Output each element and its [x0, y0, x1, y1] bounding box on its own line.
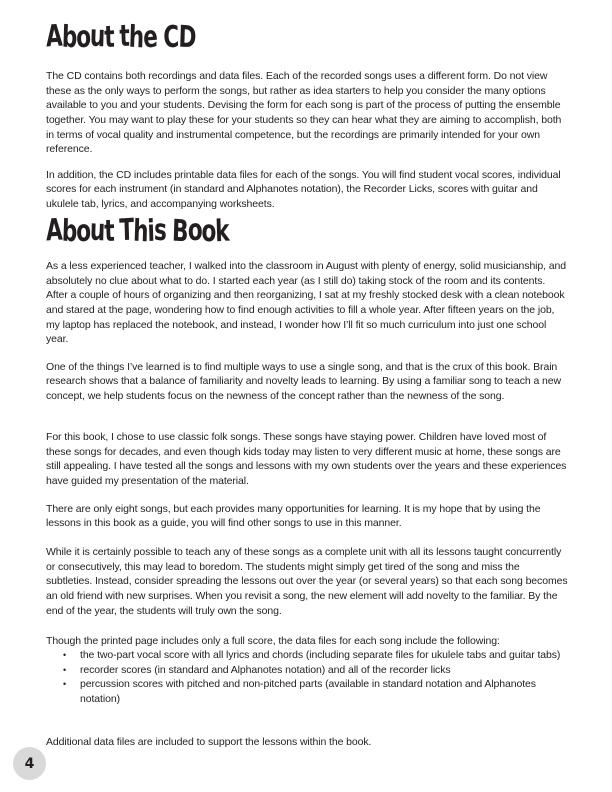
bullet-list	[46, 648, 568, 707]
page-number-badge	[13, 747, 46, 780]
bullet-item	[46, 648, 568, 663]
paragraph-book-5: While it is certainly possible to teach any of these songs as a complete unit with all its lessons taught concurrently or consecutively, this may lead to boredom. The students might simply get tired of the song and miss the subtleties. Instead, consider spreading the lessons out over the year (or several years) so that each song becomes an old friend with new surprises. When you revisit a song, the new element will add novelty to the familiar. By the end of the year, the students will truly own the song.	[46, 546, 568, 617]
paragraph-book-3: For this book, I chose to use classic folk songs. These songs have staying power. Children have loved most of these songs for decades, and even though kids today may listen to very different music at home, these songs are still appealing. I have tested all the songs and lessons with my own students over the years and these experiences have guided my presentation of the material.	[46, 431, 567, 487]
section-heading-about-the-cd: About the CD	[45, 18, 196, 56]
paragraph-cd-1: The CD contains both recordings and data files. Each of the recorded songs uses a different form. Do not view these as the only ways to perform the songs, but rather as idea starters to help you consider the many options available to you and your students. Devising the form for each song is part of the process of putting the ensemble together. You may want to play these for your students so they can hear what they are aiming to accomplish, both in terms of vocal quality and instrumental competence, but the recordings are primarily intended for your own reference.	[46, 70, 562, 156]
bullet-text: percussion scores with pitched and non-pitched parts (available in standard notation and Alphanotes notation)	[80, 678, 536, 706]
section-heading-about-this-book: About This Book	[45, 212, 230, 250]
bullet-icon: •	[63, 679, 67, 690]
paragraph-book-4: There are only eight songs, but each provides many opportunities for learning. It is my hope that by using the lessons in this book as a guide, you will find other songs to use in this manner.	[46, 502, 541, 530]
paragraph-book-2: One of the things I’ve learned is to find multiple ways to use a single song, and that is the crux of this book. Brain research shows that a balance of familiarity and novelty leads to learning. By using a familiar song to teach a new concept, we help students focus on the newness of the concept rather than the newness of the song.	[46, 360, 561, 402]
page-number: 4	[24, 755, 35, 772]
bullet-icon: •	[63, 650, 67, 661]
bullet-text: recorder scores (in standard and Alphanotes notation) and all of the recorder licks	[80, 663, 451, 676]
list-intro: Though the printed page includes only a full score, the data files for each song include the following:	[46, 634, 500, 647]
data-files-list	[46, 634, 568, 707]
bullet-text: the two-part vocal score with all lyrics and chords (including separate files for ukulele tabs and guitar tabs)	[80, 649, 561, 662]
paragraph-cd-2: In addition, the CD includes printable data files for each of the songs. You will find student vocal scores, individual scores for each instrument (in standard and Alphanotes notation), the Recorder Licks, scores with guitar and ukulele tab, lyrics, and accompanying worksheets.	[46, 168, 561, 210]
bullet-icon: •	[63, 664, 67, 675]
paragraph-book-1: As a less experienced teacher, I walked into the classroom in August with plenty of energy, solid musicianship, and absolutely no clue about what to do. I started each year (as I still do) taking stock of the room and its contents. After a couple of hours of organizing and then reorganizing, I sat at my freshly stocked desk with a clean notebook and stared at the page, wondering how to find enough activities to fill a whole year. After fifteen years on the job, my laptop has replaced the notebook, and instead, I wonder how I’ll fit so much curriculum into just one school year.	[46, 260, 567, 346]
paragraph-closing: Additional data files are included to support the lessons within the book.	[46, 735, 372, 748]
bullet-item	[46, 663, 568, 678]
bullet-item	[46, 677, 568, 706]
